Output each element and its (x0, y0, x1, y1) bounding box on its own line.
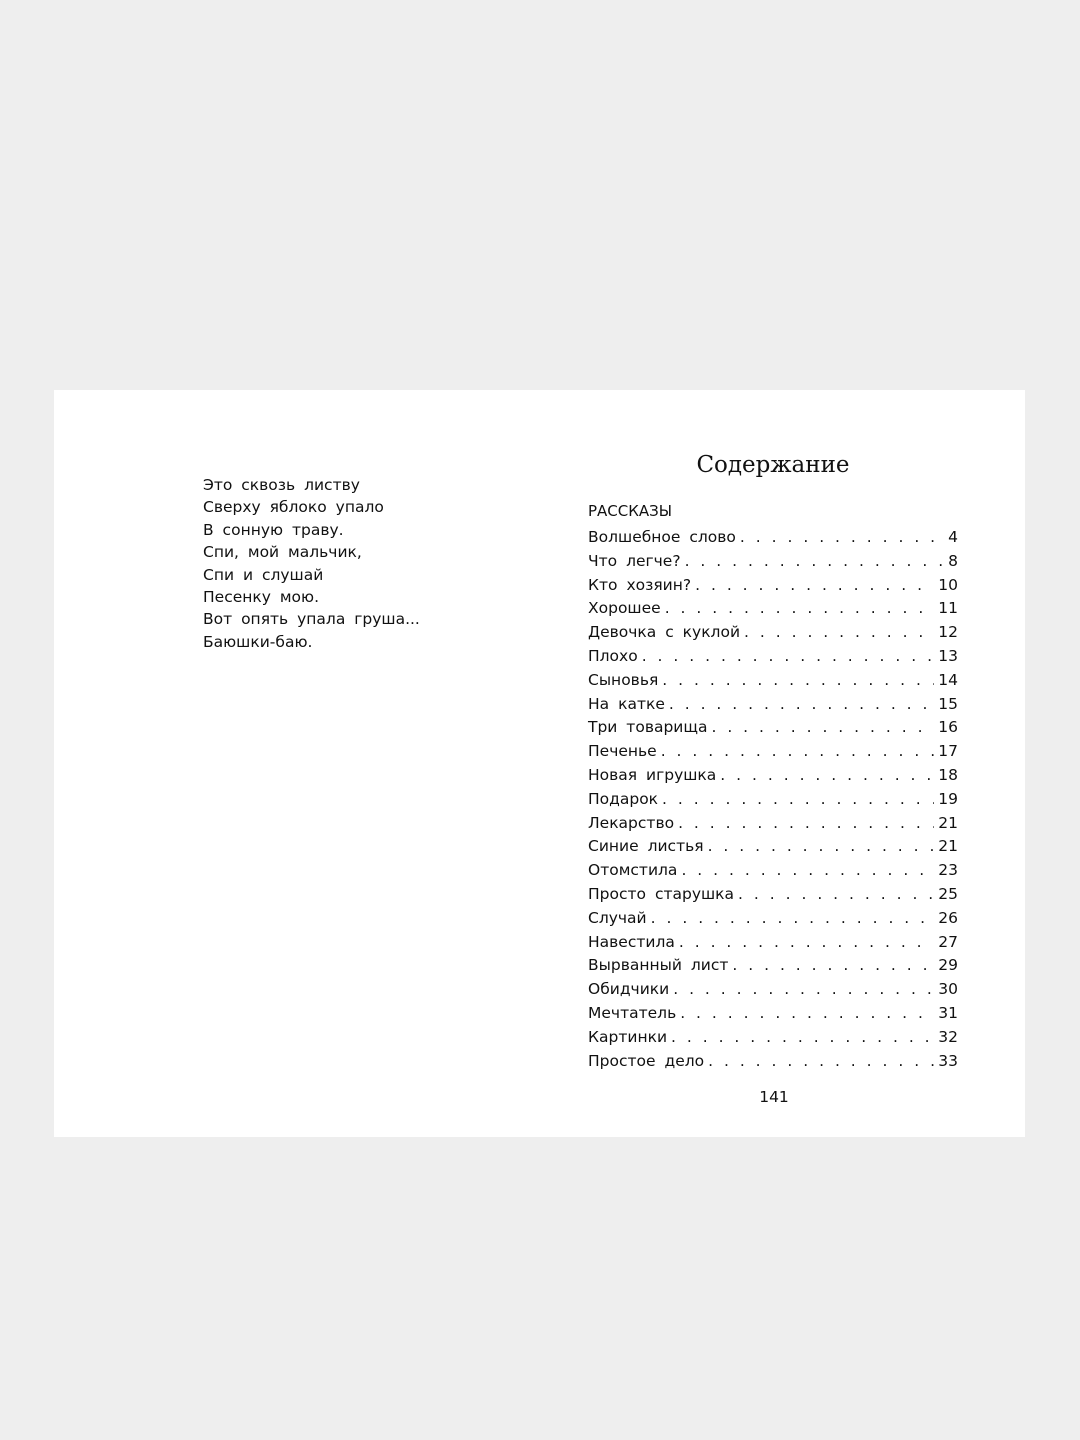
toc-entry-page: 16 (938, 718, 958, 737)
poem-line: Спи, мой мальчик, (203, 543, 362, 562)
toc-entry-title: Вырванный лист (588, 956, 729, 975)
toc-entry-title: Лекарство (588, 813, 675, 832)
poem-line: Спи и слушай (203, 565, 324, 584)
toc-leader-dots (669, 693, 934, 717)
toc-entry (588, 597, 958, 621)
book-spread (54, 390, 1025, 1137)
toc-leader-dots (673, 978, 934, 1002)
toc-entry-title: Кто хозяин? (588, 575, 692, 594)
toc-entry-title: Подарок (588, 789, 659, 808)
toc-leader-dots (662, 788, 934, 812)
table-of-contents (588, 526, 958, 1073)
toc-leader-dots (695, 574, 934, 598)
toc-leader-dots (708, 835, 935, 859)
toc-entry-title: Три товарища (588, 718, 708, 737)
toc-entry (588, 645, 958, 669)
toc-entry (588, 1002, 958, 1026)
toc-leader-dots (642, 645, 935, 669)
poem-line: В сонную траву. (203, 520, 344, 539)
poem-line: Сверху яблоко упало (203, 498, 384, 517)
toc-entry-page: 21 (938, 837, 958, 856)
toc-entry-title: Печенье (588, 742, 657, 761)
toc-leader-dots (661, 740, 935, 764)
toc-leader-dots (708, 1050, 934, 1074)
toc-entry-title: Картинки (588, 1027, 668, 1046)
toc-entry-page: 29 (938, 956, 958, 975)
toc-title: Содержание (696, 452, 850, 478)
toc-entry-title: Мечтатель (588, 1003, 677, 1022)
toc-entry-page: 8 (948, 551, 958, 570)
toc-entry (588, 883, 958, 907)
toc-leader-dots (685, 550, 945, 574)
toc-entry-page: 26 (938, 908, 958, 927)
toc-entry-page: 18 (938, 765, 958, 784)
toc-entry (588, 1050, 958, 1074)
toc-entry-page: 13 (938, 646, 958, 665)
toc-entry-page: 30 (938, 980, 958, 999)
toc-section-heading: РАССКАЗЫ (588, 502, 673, 520)
toc-entry-title: Простое дело (588, 1051, 705, 1070)
toc-entry-title: На катке (588, 694, 665, 713)
toc-entry-title: Просто старушка (588, 884, 735, 903)
toc-entry-page: 17 (938, 742, 958, 761)
toc-entry (588, 574, 958, 598)
toc-entry-title: Новая игрушка (588, 765, 717, 784)
toc-entry (588, 764, 958, 788)
toc-leader-dots (679, 931, 934, 955)
toc-entry-title: Отомстила (588, 861, 678, 880)
toc-entry-title: Обидчики (588, 980, 670, 999)
toc-entry-title: Девочка с куклой (588, 623, 741, 642)
toc-entry-title: Плохо (588, 646, 638, 665)
toc-leader-dots (678, 812, 934, 836)
toc-entry (588, 716, 958, 740)
toc-entry (588, 859, 958, 883)
poem-line: Песенку мою. (203, 588, 319, 607)
toc-entry-page: 32 (938, 1027, 958, 1046)
toc-entry-title: Синие листья (588, 837, 704, 856)
toc-leader-dots (665, 597, 935, 621)
toc-entry-page: 19 (938, 789, 958, 808)
toc-leader-dots (740, 526, 944, 550)
toc-leader-dots (680, 1002, 934, 1026)
poem-line: Баюшки-баю. (203, 632, 313, 651)
toc-entry (588, 526, 958, 550)
toc-entry (588, 1026, 958, 1050)
toc-leader-dots (744, 621, 934, 645)
toc-leader-dots (651, 907, 935, 931)
toc-entry (588, 812, 958, 836)
page-number: 141 (759, 1088, 789, 1106)
toc-entry-page: 15 (938, 694, 958, 713)
poem-line: Это сквозь листву (203, 476, 360, 494)
toc-entry (588, 788, 958, 812)
toc-entry-page: 25 (938, 884, 958, 903)
toc-leader-dots (671, 1026, 934, 1050)
toc-entry-title: Что легче? (588, 551, 681, 570)
poem-line: Вот опять упала груша... (203, 610, 420, 629)
toc-entry (588, 954, 958, 978)
toc-entry-page: 31 (938, 1003, 958, 1022)
toc-entry-page: 14 (938, 670, 958, 689)
toc-leader-dots (681, 859, 934, 883)
toc-entry-page: 23 (938, 861, 958, 880)
toc-leader-dots (738, 883, 934, 907)
toc-entry (588, 621, 958, 645)
toc-entry-title: Случай (588, 908, 647, 927)
toc-leader-dots (720, 764, 934, 788)
toc-entry-page: 12 (938, 623, 958, 642)
toc-entry-title: Волшебное слово (588, 528, 736, 546)
toc-leader-dots (662, 669, 934, 693)
toc-entry-page: 10 (938, 575, 958, 594)
toc-entry (588, 669, 958, 693)
toc-leader-dots (711, 716, 934, 740)
toc-leader-dots (732, 954, 934, 978)
toc-entry (588, 693, 958, 717)
toc-entry-page: 33 (938, 1051, 958, 1070)
toc-entry-page: 4 (948, 528, 958, 546)
toc-entry (588, 907, 958, 931)
toc-entry-title: Хорошее (588, 599, 661, 618)
toc-entry-title: Сыновья (588, 670, 659, 689)
toc-entry (588, 835, 958, 859)
toc-entry-page: 27 (938, 932, 958, 951)
toc-entry (588, 740, 958, 764)
toc-entry-title: Навестила (588, 932, 675, 951)
toc-entry (588, 978, 958, 1002)
toc-entry (588, 931, 958, 955)
toc-entry-page: 21 (938, 813, 958, 832)
toc-entry-page: 11 (938, 599, 958, 618)
poem (203, 474, 420, 653)
toc-entry (588, 550, 958, 574)
